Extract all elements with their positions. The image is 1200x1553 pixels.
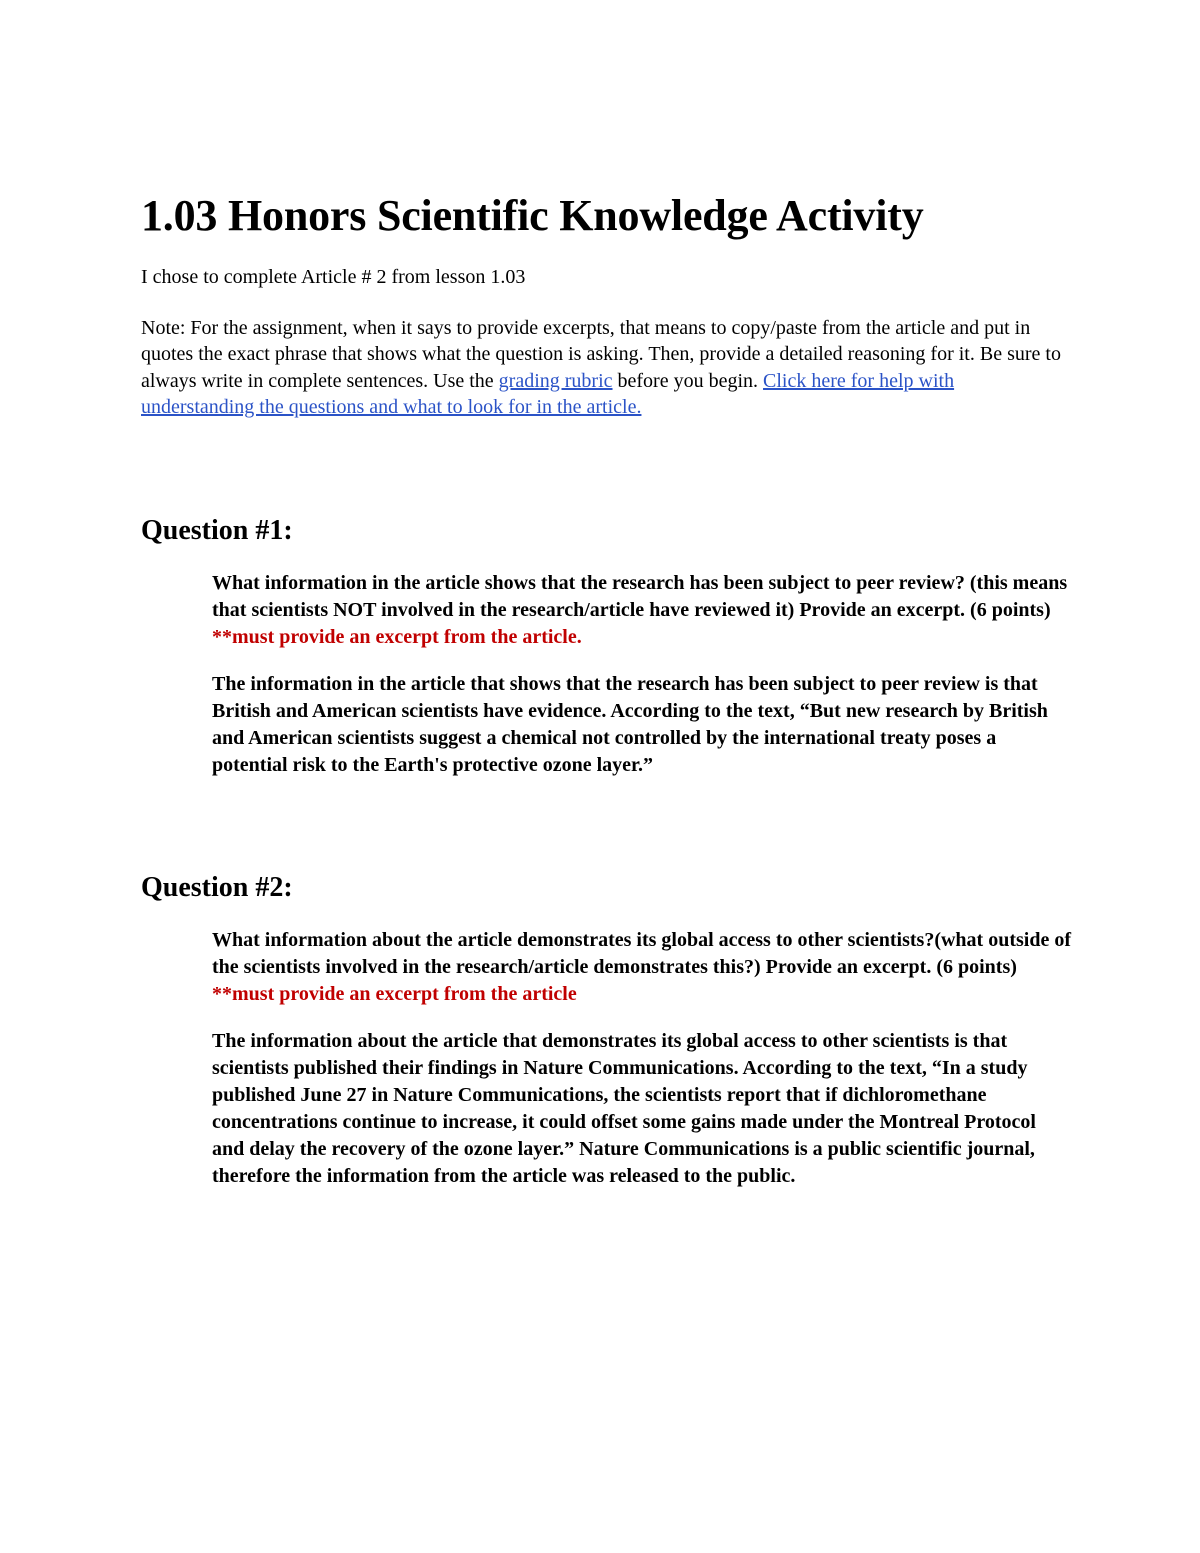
question-1-requirement: **must provide an excerpt from the article. xyxy=(212,625,582,648)
document-page xyxy=(141,190,1071,1190)
question-2-block xyxy=(212,927,1072,1190)
question-1-heading: Question #1: xyxy=(141,514,293,546)
help-link[interactable]: Click here for help with understanding the questions and what to look for in the article. xyxy=(141,369,955,418)
question-2-requirement: **must provide an excerpt from the article xyxy=(212,982,577,1005)
question-1-block xyxy=(212,570,1072,779)
question-2-answer: The information about the article that demonstrates its global access to other scientists is that scientists published their findings in Nature Communications. According to the text, “In a study published June 27 in Nature Communications, the scientists report that if dichloromethane concentrations continue to increase, it could offset some gains made under the Montreal Protocol and delay the recovery of the ozone layer.” Nature Communications is a public scientific journal, therefore the information from the article was released to the public. xyxy=(212,1029,1036,1187)
assignment-note xyxy=(141,315,1066,421)
note-text: Note: For the assignment, when it says to provide excerpts, that means to copy/paste from the article and put in quotes the exact phrase that shows what the question is asking. Then, provide a detailed reasoning for it. Be sure to always write in complete sentences. Use the xyxy=(141,316,1061,392)
question-1-prompt-text: What information in the article shows that the research has been subject to peer review? (this means that scientists NOT involved in the research/article have reviewed it) Provide an excerpt. (6 points) xyxy=(212,571,1068,621)
page-title: 1.03 Honors Scientific Knowledge Activity xyxy=(141,191,924,240)
intro-text: I chose to complete Article # 2 from lesson 1.03 xyxy=(141,266,526,288)
question-2-prompt-text: What information about the article demonstrates its global access to other scientists?(what outside of the scientists involved in the research/article demonstrates this?) Provide an excerpt. (6 points) xyxy=(212,928,1071,978)
question-1-prompt xyxy=(212,570,1072,651)
grading-rubric-link[interactable]: grading rubric xyxy=(498,369,613,392)
note-text-between: before you begin. xyxy=(612,369,764,392)
question-1-answer: The information in the article that shows that the research has been subject to peer review is that British and American scientists have evidence. According to the text, “But new research by British and American scientists suggest a chemical not controlled by the international treaty poses a potential risk to the Earth's protective ozone layer.” xyxy=(212,672,1048,776)
question-2-heading: Question #2: xyxy=(141,871,293,903)
question-2-prompt xyxy=(212,927,1072,1008)
